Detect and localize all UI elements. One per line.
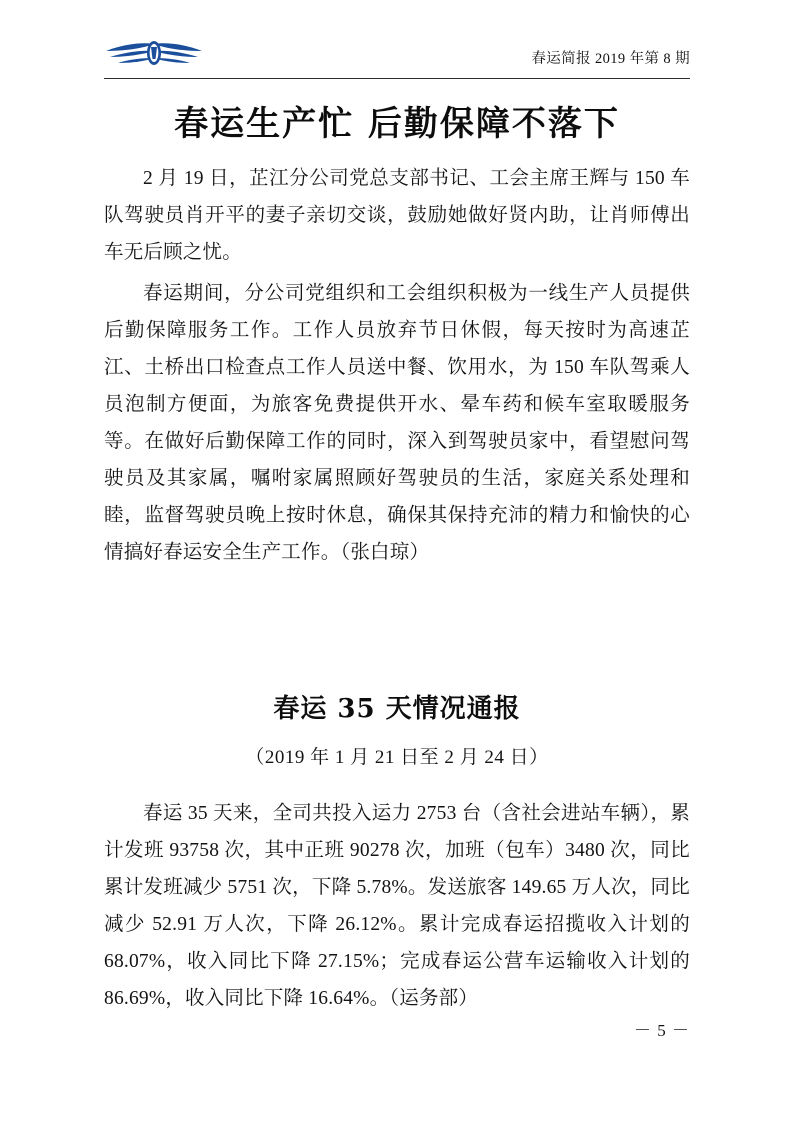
issue-line: 春运简报 2019 年第 8 期 bbox=[531, 51, 690, 67]
article-paragraph-2: 春运期间，分公司党组织和工会组织积极为一线生产人员提供后勤保障服务工作。工作人员放弃节日休假，每天按时为高速芷江、土桥出口检查点工作人员送中餐、饮用水，为 150 车队驾乘人员泡制方便面，为旅客免费提供开水、晕车药和候车室取暖服务等。在做好后勤保障工作的同时，深入到驾驶员家中，看望慰问驾驶员及其家属，嘱咐家属照顾好驾驶员的生活，家庭关系处理和睦，监督驾驶员晚上按时休息，确保其保持充沛的精力和愉快的心情搞好春运安全生产工作。（张白琼） bbox=[104, 283, 690, 563]
report-paragraph-wrap bbox=[104, 795, 690, 1017]
article-paragraph-1-wrap bbox=[104, 160, 690, 271]
article-paragraph-2-wrap bbox=[104, 275, 690, 571]
article-title: 春运生产忙 后勤保障不落下 bbox=[174, 104, 620, 144]
article-paragraph-1: 2 月 19 日，芷江分公司党总支部书记、工会主席王辉与 150 车队驾驶员肖开平的妻子亲切交谈，鼓励她做好贤内助，让肖师傅出车无后顾之忧。 bbox=[104, 168, 690, 263]
airline-wings-logo bbox=[104, 38, 204, 72]
report-subtitle: （2019 年 1 月 21 日至 2 月 24 日） bbox=[245, 747, 549, 768]
header-divider bbox=[104, 78, 690, 79]
page-number: － 5 － bbox=[634, 1021, 690, 1040]
page-header bbox=[104, 38, 690, 80]
report-title: 春运 35 天情况通报 bbox=[273, 694, 521, 724]
report-paragraph: 春运 35 天来，全司共投入运力 2753 台（含社会进站车辆），累计发班 93758 次，其中正班 90278 次，加班（包车）3480 次，同比累计发班减少 5751 次，下降 5.78%。发送旅客 149.65 万人次，同比减少 52.91 万人次，下降 26.12%。累计完成春运招揽收入计划的 68.07%，收入同比下降 27.15%；完成春运公营车运输收入计划的 86.69%，收入同比下降 16.64%。（运务部） bbox=[104, 803, 690, 1009]
